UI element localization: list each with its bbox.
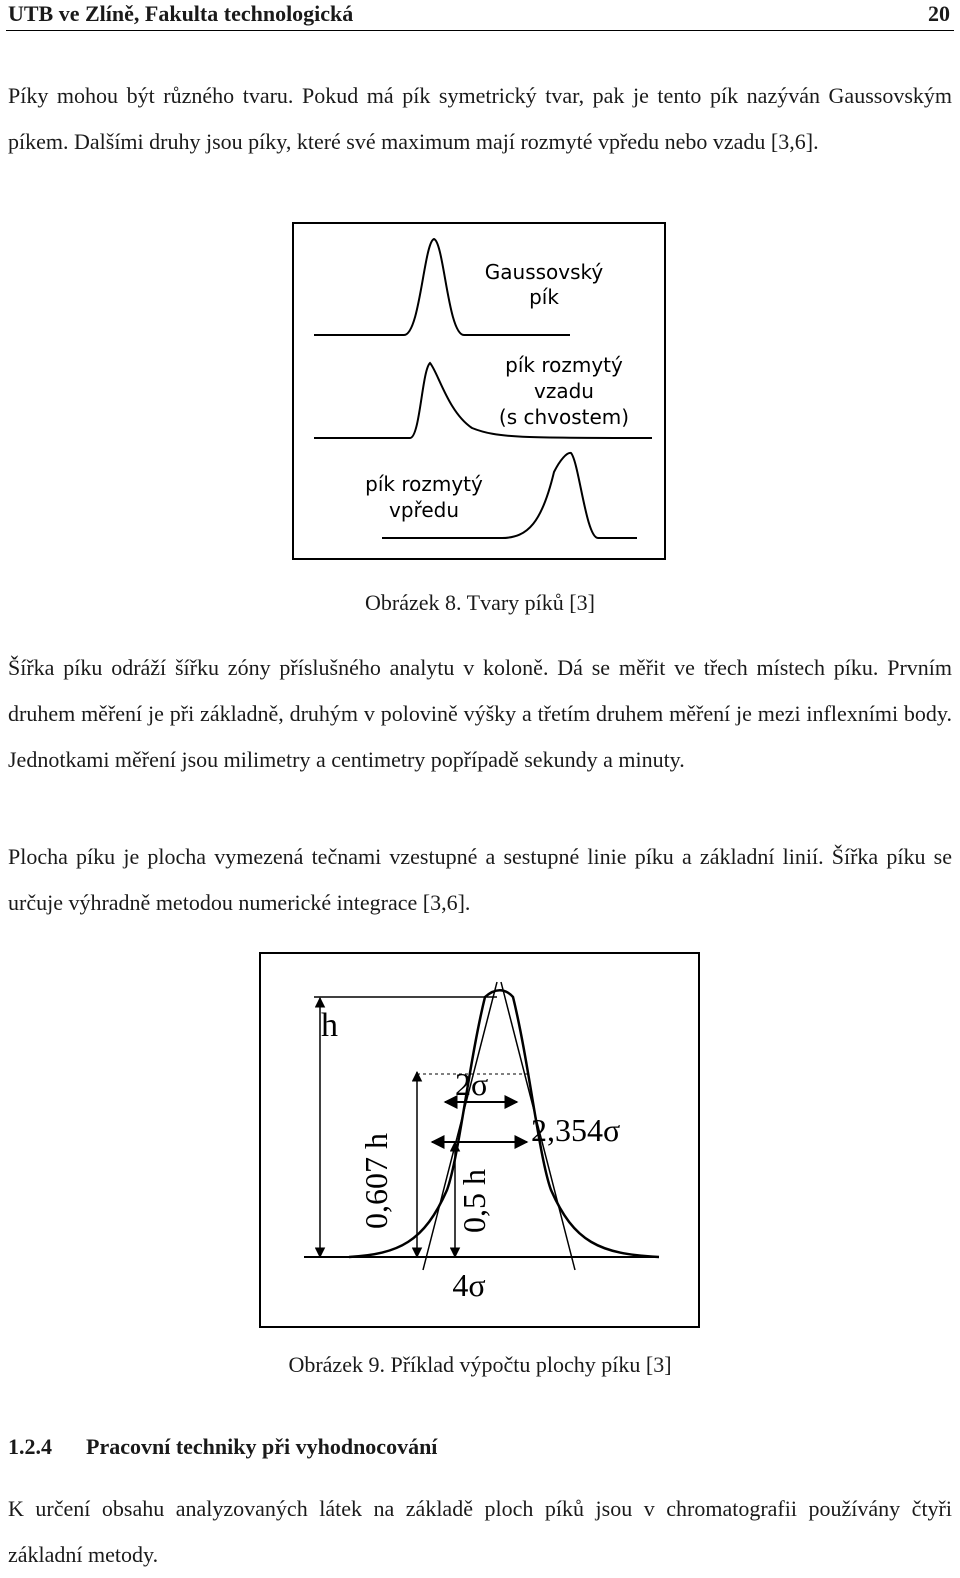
paragraph-peak-area: Plocha píku je plocha vymezená tečnami vzestupné a sestupné linie píku a základní linií. Šířka píku se určuje výhradně metodou numerické integrace [3,6].: [8, 844, 952, 915]
figure-peak-shapes: [292, 222, 666, 560]
section-title: Pracovní techniky při vyhodnocování: [86, 1434, 438, 1459]
header-institution: UTB ve Zlíně, Fakulta technologická: [8, 1, 354, 26]
peak-area-diagram: [259, 952, 700, 1328]
label-tailing-line2: vzadu: [534, 379, 594, 403]
caption-figure-9: Obrázek 9. Příklad výpočtu plochy píku [3]: [288, 1352, 672, 1377]
label-fronting-line1: pík rozmytý: [365, 472, 483, 496]
label-0607h: 0,607 h: [358, 1133, 394, 1229]
figure-frame: [293, 223, 665, 559]
header-page-number: 20: [928, 1, 950, 26]
label-fronting-line2: vpředu: [389, 498, 459, 522]
label-h: h: [321, 1007, 338, 1044]
paragraph-methods: K určení obsahu analyzovaných látek na základě ploch píků jsou v chromatografii používány čtyři základní metody.: [8, 1496, 952, 1567]
label-two-sigma: 2σ: [455, 1066, 489, 1102]
paragraph-peak-shapes: Píky mohou být různého tvaru. Pokud má pík symetrický tvar, pak je tento pík nazýván Gaussovským píkem. Dalšími druhy jsou píky, které své maximum mají rozmyté vpředu nebo vzadu [3,6].: [8, 83, 952, 154]
figure-peak-area: [259, 952, 700, 1328]
label-05h: 0,5 h: [456, 1169, 492, 1233]
label-tailing-line3: (s chvostem): [498, 405, 630, 429]
label-gaussian-line1: Gaussovský: [484, 260, 604, 284]
paragraph-peak-width: Šířka píku odráží šířku zóny příslušného analytu v koloně. Dá se měřit ve třech místech píku. Prvním druhem měření je při základně, druhým v polovině výšky a třetím druhem měření je mezi inflexními body. Jednotkami měření jsou milimetry a centimetry popřípadě sekundy a minuty.: [8, 655, 952, 772]
section-heading: [8, 1434, 437, 1460]
label-fwhm: 2,354σ: [531, 1112, 621, 1148]
label-four-sigma: 4σ: [452, 1267, 486, 1303]
section-number: 1.2.4: [8, 1434, 52, 1459]
caption-figure-8: Obrázek 8. Tvary píků [3]: [365, 590, 595, 615]
peak-shapes-diagram: [292, 222, 666, 560]
label-gaussian-line2: pík: [529, 285, 559, 309]
label-tailing-line1: pík rozmytý: [505, 353, 623, 377]
page-header: [6, 0, 954, 31]
